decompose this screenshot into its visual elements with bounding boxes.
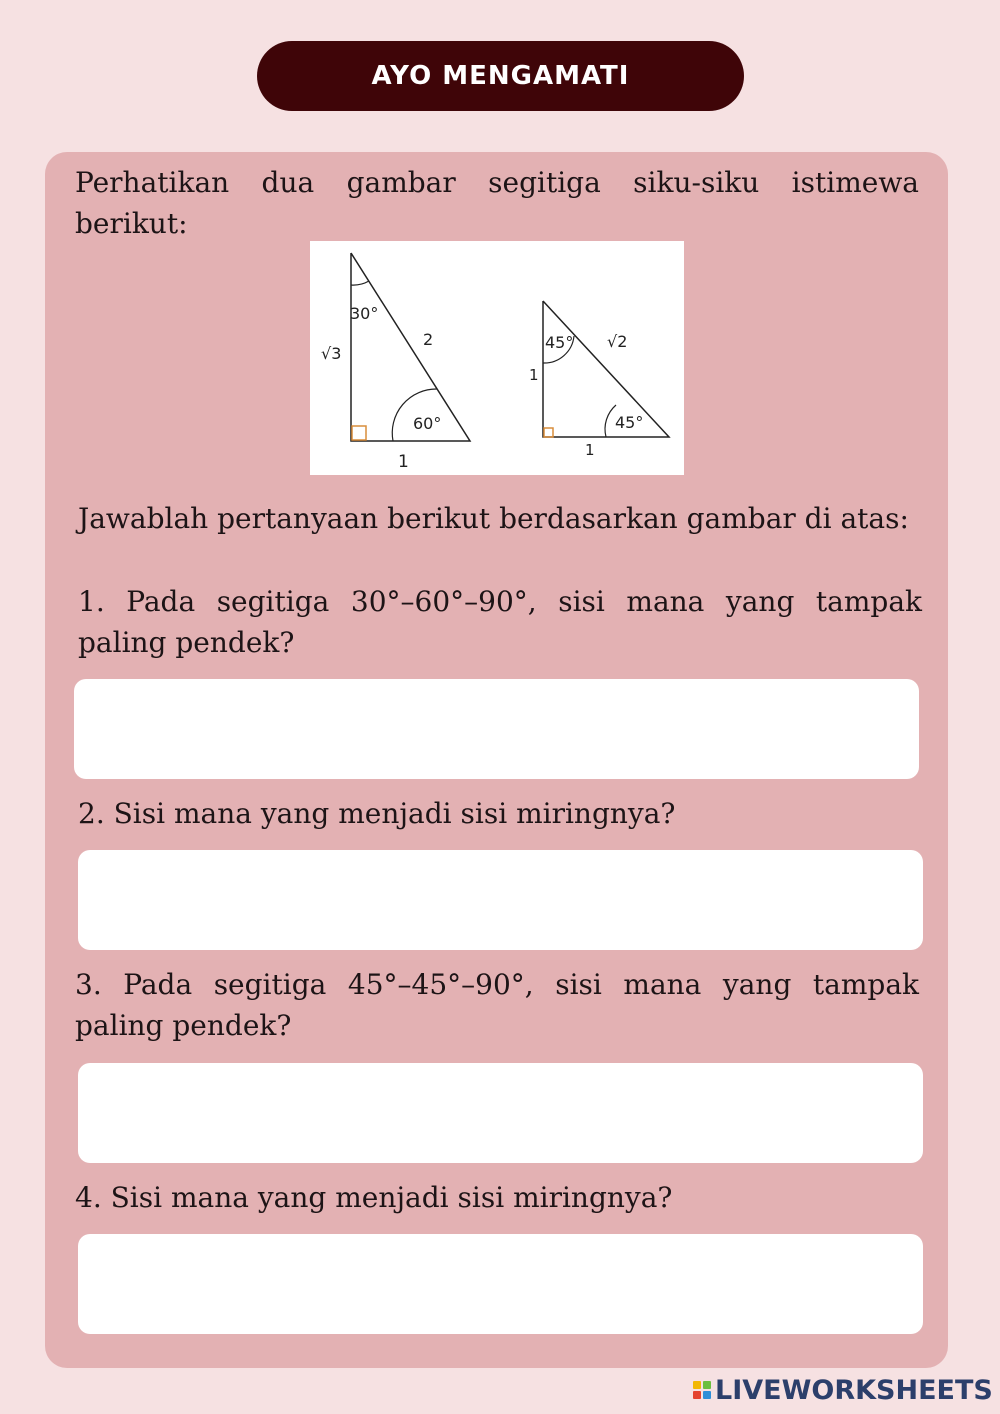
question-2: 2. Sisi mana yang menjadi sisi miringnya? [78,797,676,830]
triangles-figure [310,241,684,475]
triangle-30-60-90 [321,253,470,472]
answer-input-3[interactable] [78,1063,923,1163]
brand-name: LIVEWORKSHEETS [715,1374,993,1406]
liveworksheets-brand[interactable] [693,1374,993,1406]
label-45-angle-top: 45° [545,333,574,352]
label-hypotenuse-2: 2 [423,330,434,349]
liveworksheets-logo-icon [693,1381,711,1399]
right-angle-marker-2 [544,428,553,437]
label-side-1-base: 1 [585,441,595,459]
logo-square-4 [703,1391,711,1399]
triangle-45-45-90-outline [543,301,669,437]
intro-text: Perhatikan dua gambar segitiga siku-siku istimewa berikut: [75,166,919,240]
logo-square-1 [693,1381,701,1389]
label-base-1: 1 [398,452,409,472]
logo-square-2 [703,1381,711,1389]
answer-input-4[interactable] [78,1234,923,1334]
label-sqrt3-side: √3 [321,344,342,363]
answer-input-1[interactable] [74,679,919,779]
question-1: 1. Pada segitiga 30°–60°–90°, sisi mana yang tampak paling pendek? [78,585,922,659]
angle-arc-30 [351,281,369,285]
label-30-angle: 30° [350,304,379,323]
instruction-text: Jawablah pertanyaan berikut berdasarkan gambar di atas: [78,502,909,535]
logo-square-3 [693,1391,701,1399]
right-angle-marker-1 [352,426,366,440]
question-4: 4. Sisi mana yang menjadi sisi miringnya? [75,1181,673,1214]
label-hypotenuse-sqrt2: √2 [607,332,628,351]
question-3: 3. Pada segitiga 45°–45°–90°, sisi mana yang tampak paling pendek? [75,968,919,1042]
answer-input-2[interactable] [78,850,923,950]
label-side-1-vertical: 1 [529,366,539,384]
label-60-angle: 60° [413,414,442,433]
triangle-45-45-90 [529,301,669,459]
label-45-angle-bottom: 45° [615,413,644,432]
section-title: AYO MENGAMATI [371,61,630,91]
section-title-banner [257,41,744,111]
